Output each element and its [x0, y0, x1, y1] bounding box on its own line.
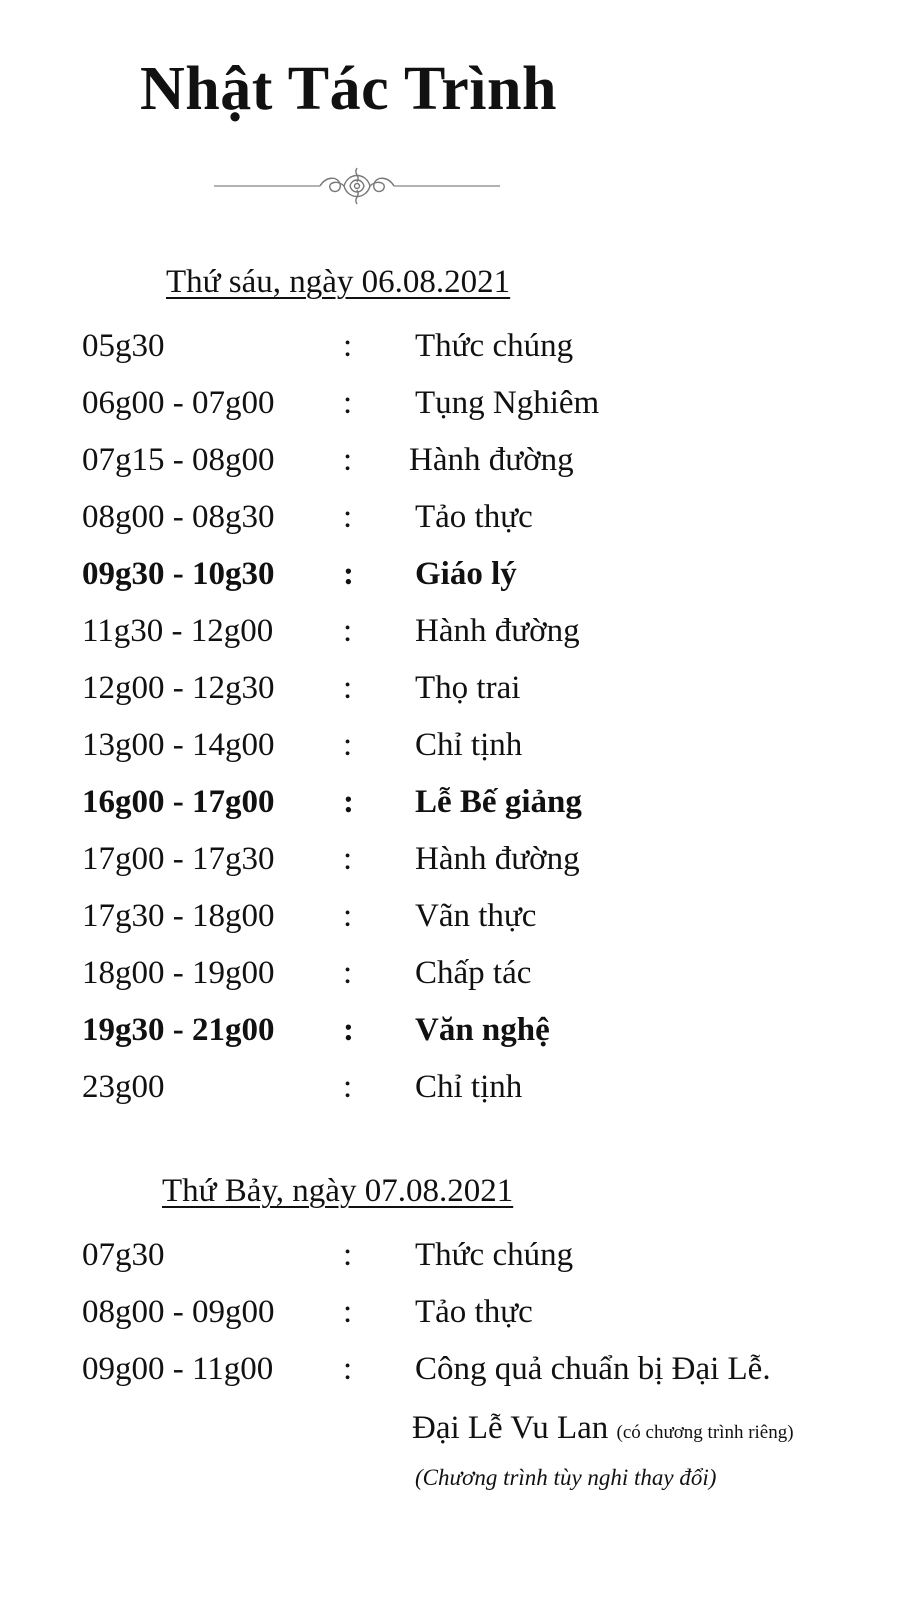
row-separator: :: [343, 898, 353, 934]
row-activity: Vãn thực: [415, 898, 537, 934]
row-activity: Hành đường: [409, 442, 574, 478]
row-activity: Chỉ tịnh: [415, 727, 523, 763]
row-time: 17g00 - 17g30: [82, 841, 275, 877]
schedule-row-highlight: [0, 786, 902, 834]
row-separator: :: [343, 1351, 353, 1387]
schedule-row: [0, 957, 902, 1005]
row-time: 17g30 - 18g00: [82, 898, 275, 934]
row-time: 07g15 - 08g00: [82, 442, 275, 478]
row-separator: :: [343, 499, 353, 535]
row-time: 11g30 - 12g00: [82, 613, 274, 649]
row-time: 23g00: [82, 1069, 165, 1105]
row-time: 18g00 - 19g00: [82, 955, 275, 991]
row-activity: Hành đường: [415, 613, 580, 649]
schedule-row: [0, 615, 902, 663]
schedule-row: [0, 501, 902, 549]
row-separator: :: [343, 328, 353, 364]
event-title: Đại Lễ Vu Lan: [412, 1410, 609, 1446]
row-time: 09g30 - 10g30: [82, 556, 275, 592]
row-time: 12g00 - 12g30: [82, 670, 275, 706]
page-title: Nhật Tác Trình: [140, 55, 557, 123]
schedule-row: [0, 387, 902, 435]
row-separator: :: [343, 613, 353, 649]
row-activity: Văn nghệ: [415, 1012, 550, 1048]
schedule-row-highlight: [0, 1014, 902, 1062]
row-separator: :: [343, 442, 353, 478]
row-time: 08g00 - 09g00: [82, 1294, 275, 1330]
row-activity: Công quả chuẩn bị Đại Lễ.: [415, 1351, 771, 1387]
schedule-row: [0, 1071, 902, 1119]
row-activity: Thọ trai: [415, 670, 521, 706]
schedule-row: [0, 444, 902, 492]
row-activity: Tụng Nghiêm: [415, 385, 600, 421]
row-activity: Chỉ tịnh: [415, 1069, 523, 1105]
row-time: 08g00 - 08g30: [82, 499, 275, 535]
row-activity: Tảo thực: [415, 499, 533, 535]
schedule-row: [0, 843, 902, 891]
event-line-vu-lan: [412, 1412, 794, 1445]
schedule-row: [0, 330, 902, 378]
row-activity: Tảo thực: [415, 1294, 533, 1330]
schedule-row: [0, 1239, 902, 1287]
row-separator: :: [343, 556, 354, 592]
event-aside: (có chương trình riêng): [616, 1422, 794, 1443]
row-separator: :: [343, 955, 353, 991]
row-time: 13g00 - 14g00: [82, 727, 275, 763]
row-activity: Lễ Bế giảng: [415, 784, 582, 820]
row-activity: Hành đường: [415, 841, 580, 877]
row-separator: :: [343, 841, 353, 877]
row-separator: :: [343, 385, 353, 421]
row-separator: :: [343, 1069, 353, 1105]
decorative-divider: [214, 164, 500, 208]
schedule-row: [0, 900, 902, 948]
schedule-row: [0, 1296, 902, 1344]
row-activity: Thức chúng: [415, 328, 574, 364]
row-separator: :: [343, 1294, 353, 1330]
row-time: 05g30: [82, 328, 165, 364]
schedule-row-highlight: [0, 558, 902, 606]
schedule-note: (Chương trình tùy nghi thay đổi): [415, 1465, 717, 1490]
day-heading-1: Thứ sáu, ngày 06.08.2021: [166, 264, 511, 300]
row-activity: Giáo lý: [415, 556, 517, 592]
row-separator: :: [343, 670, 353, 706]
row-time: 19g30 - 21g00: [82, 1012, 275, 1048]
day-heading-2: Thứ Bảy, ngày 07.08.2021: [162, 1173, 514, 1209]
row-time: 09g00 - 11g00: [82, 1351, 274, 1387]
row-activity: Chấp tác: [415, 955, 532, 991]
row-time: 07g30: [82, 1237, 165, 1273]
schedule-row: [0, 729, 902, 777]
row-separator: :: [343, 727, 353, 763]
schedule-row: [0, 1353, 902, 1401]
row-time: 06g00 - 07g00: [82, 385, 275, 421]
row-separator: :: [343, 1237, 353, 1273]
row-separator: :: [343, 784, 354, 820]
row-time: 16g00 - 17g00: [82, 784, 275, 820]
row-activity: Thức chúng: [415, 1237, 574, 1273]
row-separator: :: [343, 1012, 354, 1048]
schedule-row: [0, 672, 902, 720]
